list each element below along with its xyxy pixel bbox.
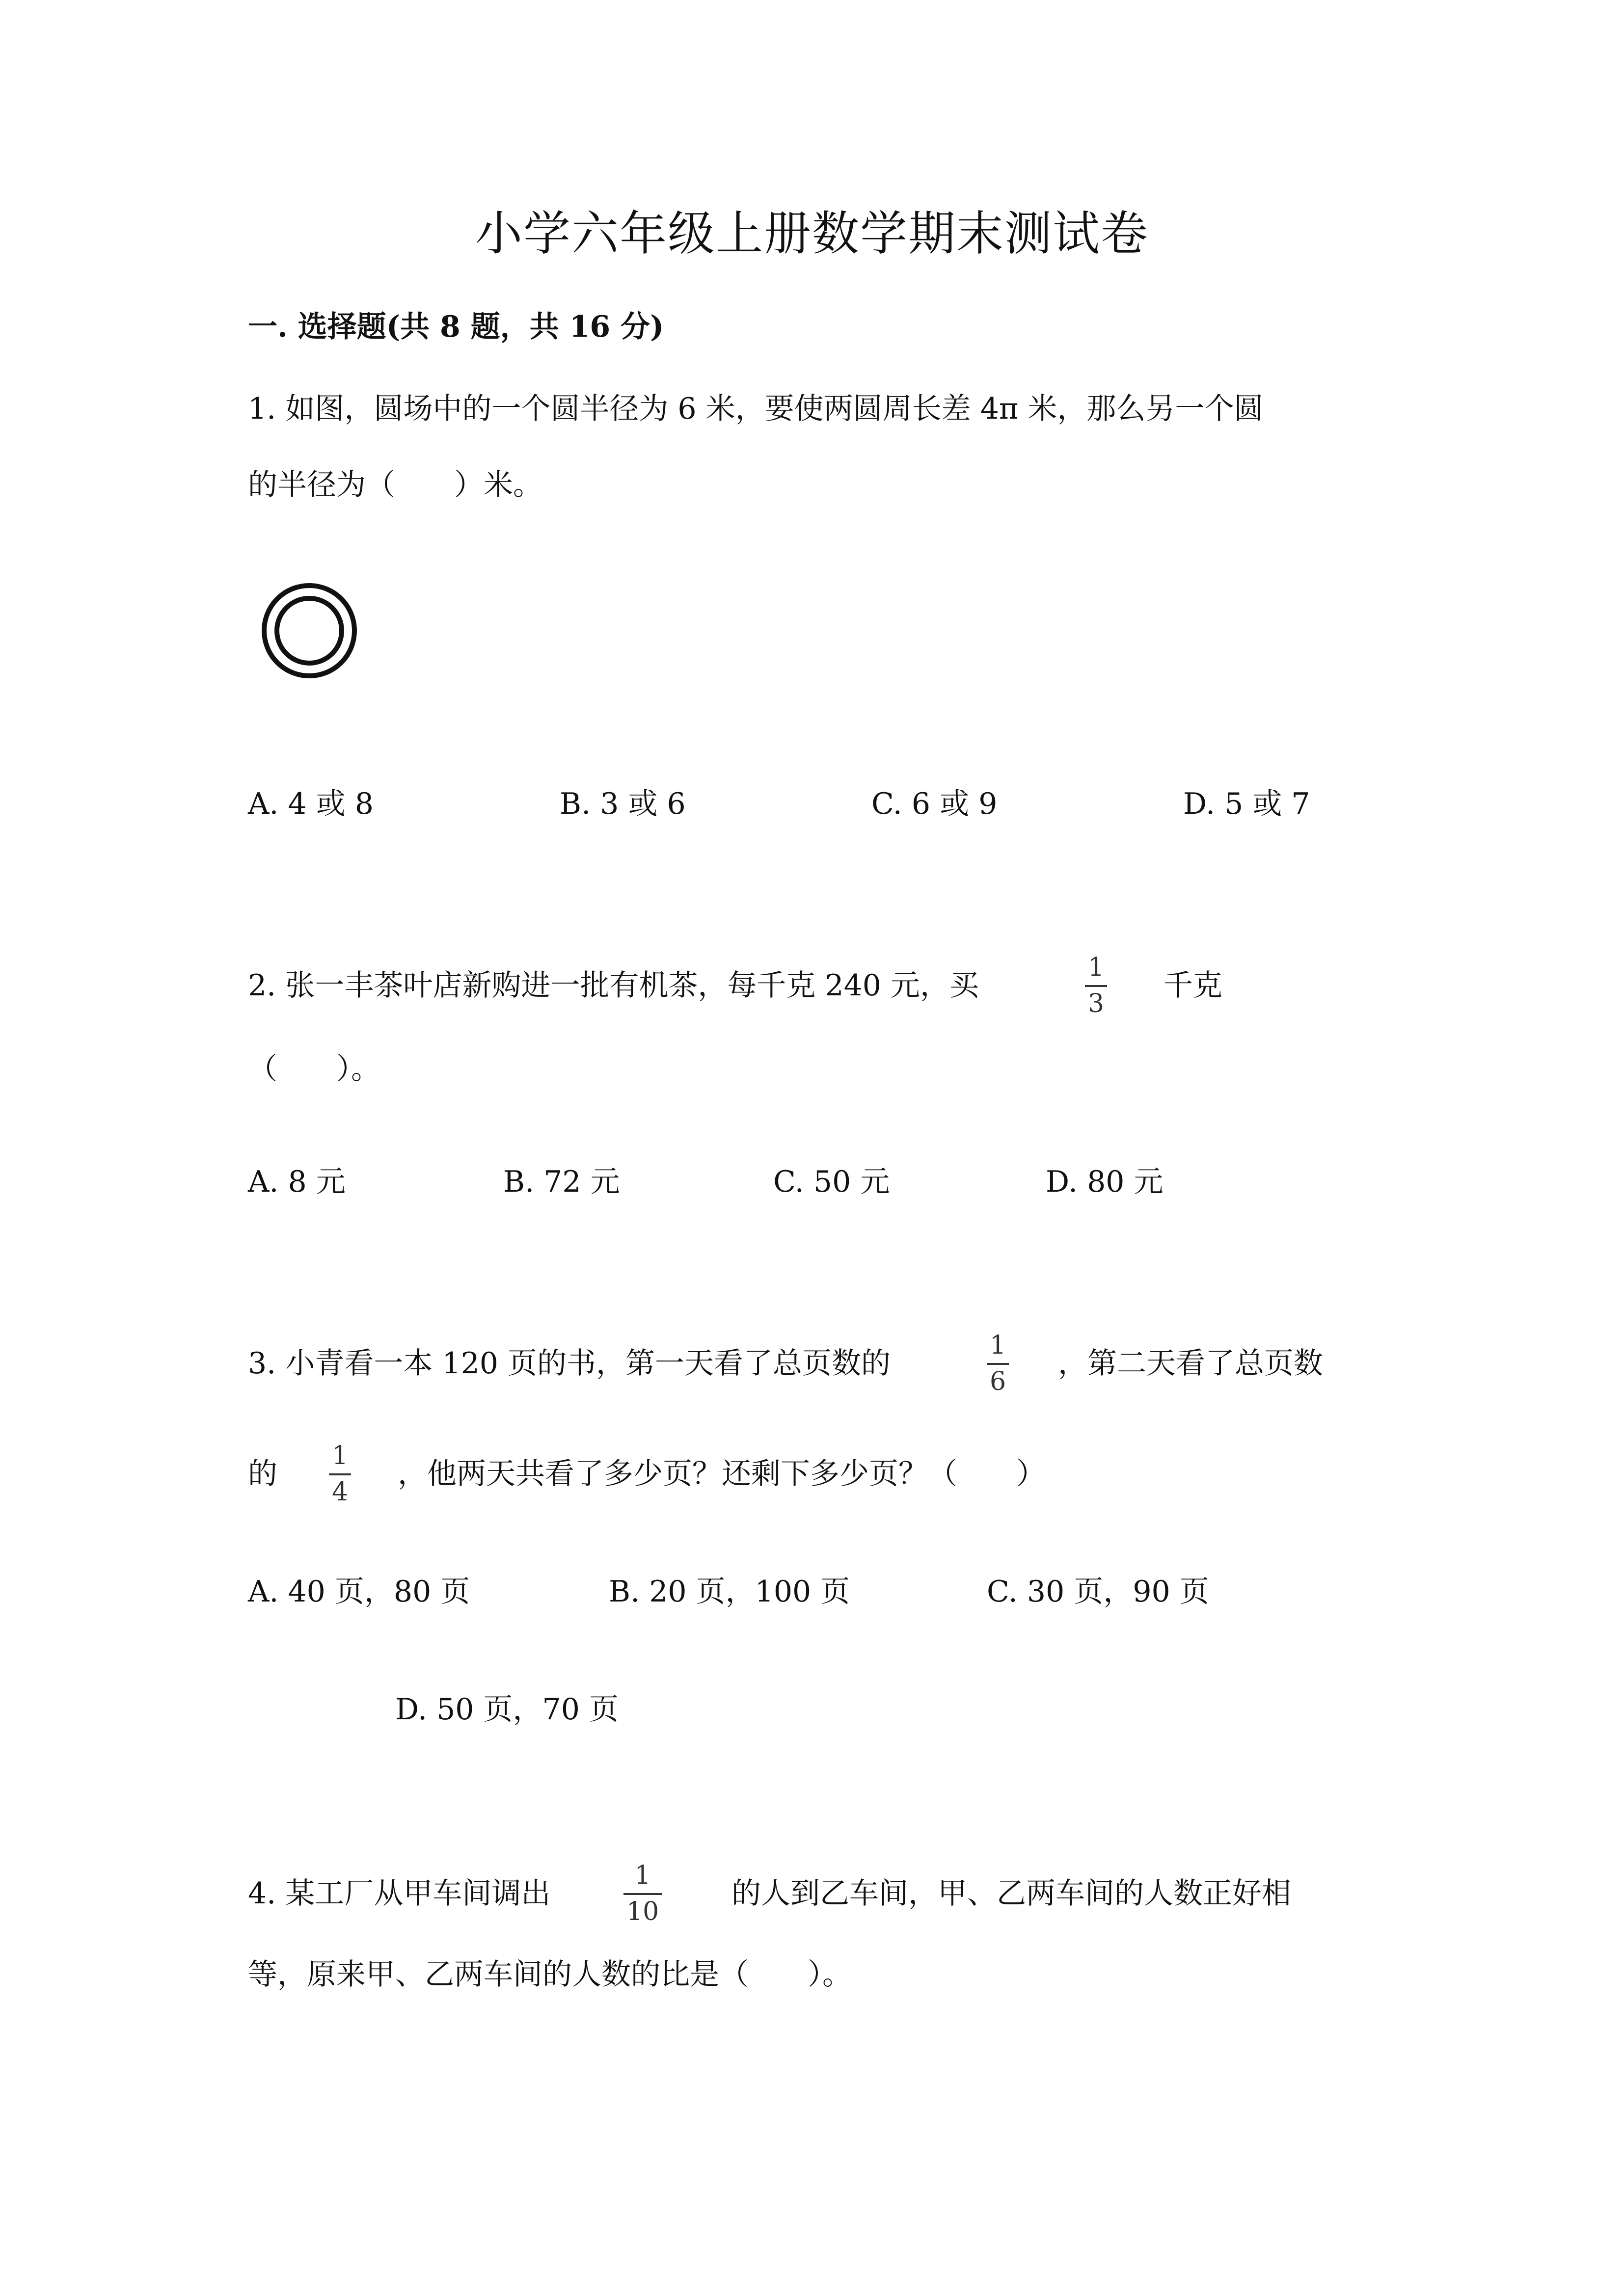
question-2-line-1: 2. 张一丰茶叶店新购进一批有机茶，每千克 240 元，买 <box>248 968 979 1003</box>
fraction-denominator: 6 <box>990 1367 1006 1396</box>
question-4-line-1: 4. 某工厂从甲车间调出 <box>248 1876 551 1911</box>
question-2-fraction <box>1085 955 1107 1016</box>
question-1-option-b[interactable]: B. 3 或 6 <box>560 787 686 821</box>
fraction-numerator: 1 <box>1088 953 1105 982</box>
question-1-option-a[interactable]: A. 4 或 8 <box>248 787 374 821</box>
question-2-line-1-after: 千克 <box>1164 968 1222 1003</box>
question-4-line-2: 等，原来甲、乙两车间的人数的比是（ ）。 <box>248 1957 852 1992</box>
fraction-numerator: 1 <box>634 1861 651 1890</box>
question-4-line-1-after: 的人到乙车间，甲、乙两车间的人数正好相 <box>731 1876 1291 1911</box>
question-2-option-d[interactable]: D. 80 元 <box>1046 1165 1164 1199</box>
question-3-option-a[interactable]: A. 40 页，80 页 <box>248 1575 470 1609</box>
question-1-option-d[interactable]: D. 5 或 7 <box>1183 787 1310 821</box>
question-1-option-c[interactable]: C. 6 或 9 <box>871 787 998 821</box>
concentric-circles-icon <box>260 582 358 680</box>
question-3-fraction-1 <box>987 1333 1009 1394</box>
question-4-fraction <box>623 1863 662 1924</box>
question-3-option-c[interactable]: C. 30 页，90 页 <box>987 1575 1209 1609</box>
question-3-option-b[interactable]: B. 20 页，100 页 <box>609 1575 850 1609</box>
question-3-option-d[interactable]: D. 50 页，70 页 <box>395 1692 619 1727</box>
question-2-line-2: （ ）。 <box>248 1052 380 1086</box>
question-3-line-1-after: ，第二天看了总页数 <box>1058 1346 1323 1381</box>
fraction-denominator: 10 <box>626 1897 659 1926</box>
question-3-line-2-after: ，他两天共看了多少页？还剩下多少页？（ ） <box>398 1457 1046 1491</box>
question-2-option-a[interactable]: A. 8 元 <box>248 1165 346 1199</box>
fraction-numerator: 1 <box>990 1331 1006 1360</box>
question-3-fraction-2 <box>329 1443 351 1505</box>
question-1-line-1: 1. 如图，圆场中的一个圆半径为 6 米，要使两圆周长差 4π 米，那么另一个圆 <box>248 392 1264 426</box>
fraction-denominator: 3 <box>1088 989 1105 1018</box>
question-3-line-2-before: 的 <box>248 1457 277 1491</box>
question-3-line-1: 3. 小青看一本 120 页的书，第一天看了总页数的 <box>248 1346 891 1381</box>
page-title: 小学六年级上册数学期末测试卷 <box>475 206 1149 261</box>
question-2-option-c[interactable]: C. 50 元 <box>773 1165 890 1199</box>
fraction-denominator: 4 <box>332 1477 349 1507</box>
question-2-option-b[interactable]: B. 72 元 <box>503 1165 620 1199</box>
fraction-numerator: 1 <box>332 1441 349 1470</box>
question-1-line-2: 的半径为（ ）米。 <box>248 468 542 502</box>
section-heading: 一. 选择题(共 8 题，共 16 分) <box>248 310 664 344</box>
